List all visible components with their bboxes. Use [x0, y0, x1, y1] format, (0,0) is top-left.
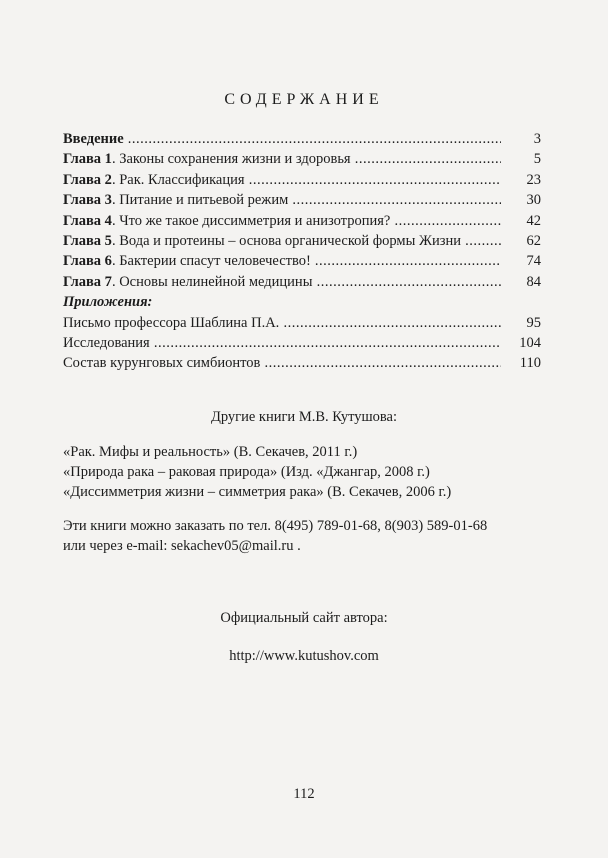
- site-heading: Официальный сайт автора:: [220, 610, 388, 626]
- order-info: [63, 516, 553, 556]
- toc-row: [63, 190, 541, 210]
- toc-row: [63, 272, 541, 292]
- toc-label: Состав курунговых симбионтов .....: [63, 353, 501, 373]
- toc-label-bold: Глава 1: [63, 151, 112, 168]
- toc-page: 62: [526, 232, 541, 249]
- table-of-contents: [63, 129, 541, 374]
- other-books-heading: Другие книги М.В. Кутушова:: [210, 409, 398, 425]
- page-title: СОДЕРЖАНИЕ: [224, 91, 384, 108]
- toc-label-bold: Глава 6: [63, 253, 112, 270]
- toc-row: [63, 129, 541, 149]
- order-phone-line: Эти книги можно заказать по тел. 8(495) 789-01-68, 8(903) 589-01-68: [63, 518, 488, 534]
- other-books-list: [63, 442, 553, 502]
- toc-page: 23: [526, 171, 541, 188]
- appendix-heading-row: [63, 292, 541, 312]
- toc-label: . Что же такое диссимметрия и анизотропия?: [111, 212, 391, 229]
- toc-row: [63, 333, 541, 353]
- book-item: «Природа рака – раковая природа» (Изд. «Джангар, 2008 г.): [63, 464, 430, 480]
- appendix-heading: Приложения:: [63, 294, 153, 311]
- order-email-line: или через e-mail: sekachev05@mail.ru .: [63, 538, 301, 554]
- toc-row: [63, 353, 541, 373]
- toc-row: [63, 231, 541, 251]
- book-item: «Диссимметрия жизни – симметрия рака» (В. Секачев, 2006 г.): [63, 484, 452, 500]
- toc-label: Письмо профессора Шаблина П.А. .....: [63, 313, 501, 333]
- toc-label: . Рак. Классификация: [111, 171, 245, 188]
- toc-label: . Питание и питьевой режим: [111, 192, 289, 209]
- toc-label: Исследования .....: [63, 333, 501, 353]
- toc-label-bold: Глава 3: [63, 192, 112, 209]
- toc-row: [63, 211, 541, 231]
- toc-page: 3: [533, 131, 541, 147]
- toc-label-bold: Глава 7: [63, 273, 112, 290]
- site-url: http://www.kutushov.com: [229, 648, 379, 664]
- toc-row: [63, 149, 541, 169]
- toc-page: 104: [519, 334, 541, 351]
- toc-label-bold: Глава 5: [63, 232, 112, 249]
- page-number: 112: [293, 786, 315, 802]
- toc-page: 84: [526, 273, 541, 290]
- toc-page: 110: [519, 355, 541, 372]
- toc-label: . Вода и протеины – основа органической формы Жизни: [111, 232, 461, 249]
- toc-label-bold: Глава 2: [63, 171, 112, 188]
- toc-label-bold: Введение: [63, 131, 124, 147]
- toc-label: . Основы нелинейной медицины: [111, 273, 313, 290]
- toc-page: 30: [526, 192, 541, 209]
- toc-page: 42: [526, 212, 541, 229]
- toc-row: [63, 313, 541, 333]
- book-item: «Рак. Мифы и реальность» (В. Секачев, 2011 г.): [63, 444, 358, 460]
- toc-label: . Законы сохранения жизни и здоровья: [111, 151, 351, 168]
- toc-row: [63, 251, 541, 271]
- toc-page: 95: [526, 314, 541, 331]
- toc-row: [63, 170, 541, 190]
- toc-page: 5: [533, 151, 541, 168]
- toc-label: . Бактерии спасут человечество!: [111, 253, 311, 270]
- toc-page: 74: [526, 253, 541, 270]
- toc-label-bold: Глава 4: [63, 212, 112, 229]
